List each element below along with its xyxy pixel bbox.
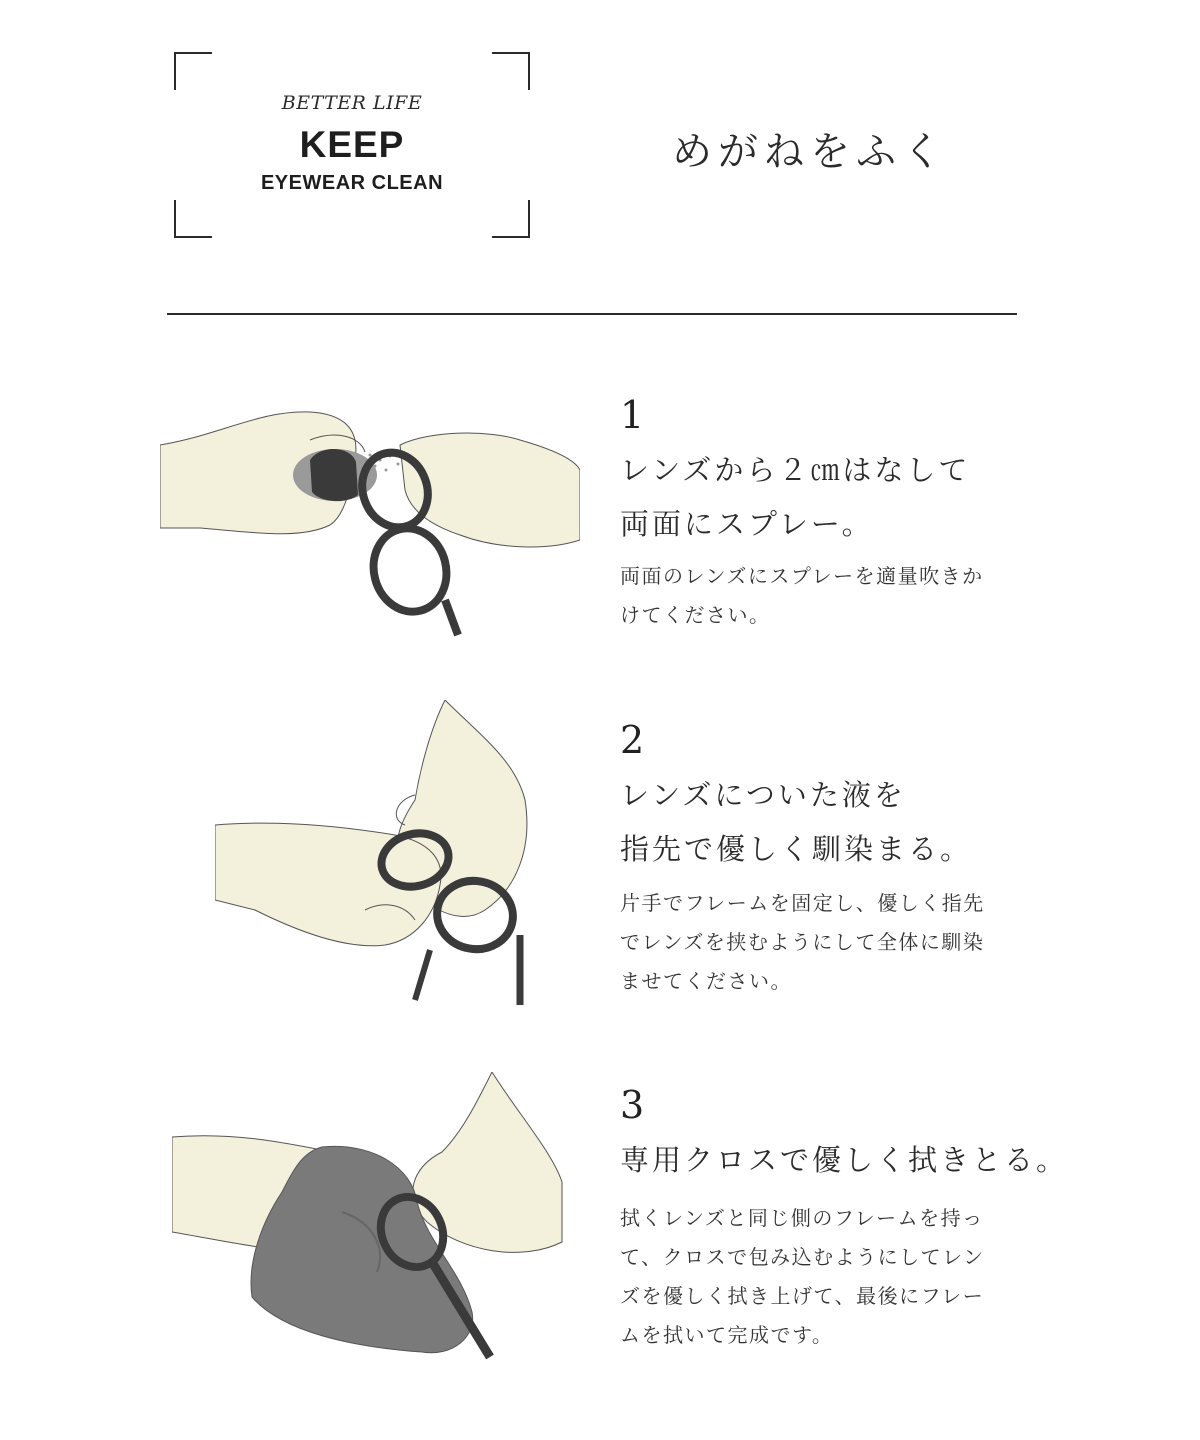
step-heading-line: 両面にスプレー。: [620, 507, 874, 541]
step-heading-line: レンズから２㎝はなして: [620, 453, 971, 487]
step-heading-line: 指先で優しく馴染まる。: [620, 832, 973, 866]
step-number: 3: [620, 1083, 645, 1127]
step-description: [620, 1199, 1030, 1355]
hand-spray-illustration: [160, 400, 580, 640]
step-description-line: ズを優しく拭き上げて、最後にフレー: [620, 1284, 985, 1308]
step-description-line: 拭くレンズと同じ側のフレームを持っ: [620, 1206, 984, 1230]
page-title: めがねをふく: [672, 129, 948, 175]
frame-corner-bottom-left: [174, 200, 212, 238]
step-number: 2: [620, 718, 645, 762]
hand-cloth-illustration: [172, 1072, 567, 1372]
step-description: [620, 884, 1030, 1001]
step-heading: [620, 443, 970, 551]
step-description-line: 片手でフレームを固定し、優しく指先: [620, 891, 985, 915]
step-description-line: でレンズを挟むようにして全体に馴染: [620, 930, 985, 954]
hand-fingers-illustration: [215, 700, 535, 1010]
step-heading: [620, 1133, 1068, 1187]
frame-corner-bottom-right: [492, 200, 530, 238]
step-description-line: ませてください。: [620, 969, 792, 993]
divider: [167, 313, 1017, 315]
step-description-line: 両面のレンズにスプレーを適量吹きか: [620, 564, 984, 588]
step-description-line: けてください。: [620, 603, 771, 627]
step-heading-line: レンズについた液を: [620, 778, 906, 812]
brand-tagline: EYEWEAR CLEAN: [260, 172, 444, 194]
brand-title: KEEP: [299, 124, 405, 165]
step-heading-line: 専用クロスで優しく拭きとる。: [620, 1143, 1069, 1177]
step-number: 1: [620, 393, 645, 437]
frame-corner-top-left: [174, 52, 212, 90]
step-description-line: て、クロスで包み込むようにしてレン: [620, 1245, 985, 1269]
step-heading: [620, 768, 972, 876]
step-description-line: ムを拭いて完成です。: [620, 1323, 834, 1347]
frame-corner-top-right: [492, 52, 530, 90]
step-description: [620, 557, 1030, 635]
brand-frame: [174, 52, 530, 238]
brand-subtitle: BETTER LIFE: [281, 92, 423, 114]
